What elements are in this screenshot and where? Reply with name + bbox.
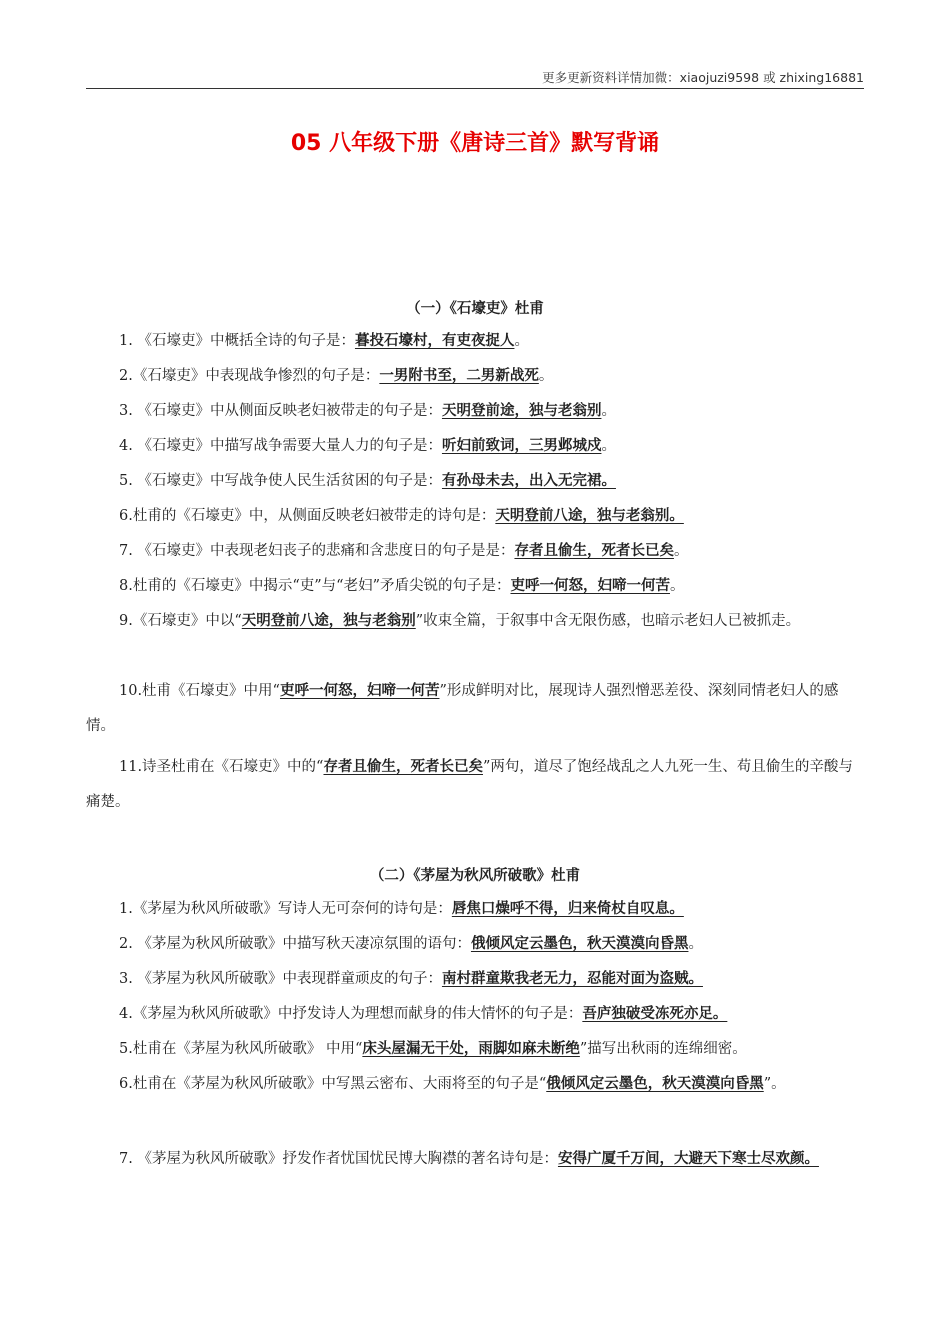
list-item: 11.诗圣杜甫在《石壕吏》中的“存者且偷生，死者长已矣”两句，道尽了饱经战乱之人九死一生、苟且偷生的辛酸与痛楚。 <box>86 759 853 810</box>
answer: 一男附书至，二男新战死 <box>379 368 539 384</box>
list-item: 4. 《石壕吏》中描写战争需要大量人力的句子是：听妇前致词，三男邺城戍。 <box>119 438 616 454</box>
header-divider <box>86 88 864 89</box>
answer: 南村群童欺我老无力，忍能对面为盗贼。 <box>441 971 703 987</box>
section-heading-2: （二）《茅屋为秋风所破歌》杜甫 <box>369 868 581 884</box>
list-item: 1.《茅屋为秋风所破歌》写诗人无可奈何的诗句是：唇焦口燥呼不得，归来倚杖自叹息。 <box>119 901 684 917</box>
list-item: 4.《茅屋为秋风所破歌》中抒发诗人为理想而献身的伟大情怀的句子是：吾庐独破受冻死亦足。 <box>119 1006 728 1022</box>
list-item: 3. 《石壕吏》中从侧面反映老妇被带走的句子是：天明登前途，独与老翁别。 <box>119 403 616 419</box>
header-note: 更多更新资料详情加微：xiaojuzi9598 或 zhixing16881 <box>542 70 864 85</box>
answer: 吏呼一何怒，妇啼一何苦 <box>279 683 440 699</box>
answer: 俄倾风定云墨色，秋天漠漠向昏黑 <box>546 1076 764 1092</box>
answer: 吏呼一何怒，妇啼一何苦 <box>510 578 670 594</box>
answer: 安得广厦千万间，大避天下寒士尽欢颜。 <box>557 1151 819 1167</box>
list-item: 5.杜甫在《茅屋为秋风所破歌》 中用“床头屋漏无干处，雨脚如麻未断绝”描写出秋雨的连绵细密。 <box>119 1041 747 1057</box>
list-item: 7. 《茅屋为秋风所破歌》抒发作者忧国忧民博大胸襟的著名诗句是：安得广厦千万间，大避天下寒士尽欢颜。 <box>119 1151 819 1167</box>
page-title: 05 八年级下册《唐诗三首》默写背诵 <box>290 131 660 156</box>
answer: 暮投石壕村，有吏夜捉人 <box>354 333 515 349</box>
answer: 天明登前八途，独与老翁别 <box>241 613 416 629</box>
answer: 天明登前途，独与老翁别 <box>441 403 602 419</box>
list-item: 5. 《石壕吏》中写战争使人民生活贫困的句子是：有孙母未去，出入无完裙。 <box>119 473 616 489</box>
answer: 床头屋漏无干处，雨脚如麻未断绝 <box>362 1041 580 1057</box>
list-item: 8.杜甫的《石壕吏》中揭示“吏”与“老妇”矛盾尖锐的句子是：吏呼一何怒，妇啼一何苦。 <box>119 578 685 594</box>
list-item: 7. 《石壕吏》中表现老妇丧子的悲痛和含悲度日的句子是是：存者且偷生，死者长已矣。 <box>119 543 689 559</box>
answer: 存者且偷生，死者长已矣 <box>323 759 483 775</box>
list-item: 6.杜甫在《茅屋为秋风所破歌》中写黑云密布、大雨将至的句子是“俄倾风定云墨色，秋天漠漠向昏黑”。 <box>119 1076 786 1092</box>
list-item: 10.杜甫《石壕吏》中用“吏呼一何怒，妇啼一何苦”形成鲜明对比，展现诗人强烈憎恶差役、深刻同情老妇人的感情。 <box>86 683 839 734</box>
answer: 唇焦口燥呼不得，归来倚杖自叹息。 <box>451 901 684 917</box>
section-heading-1: （一）《石壕吏》杜甫 <box>406 301 544 317</box>
answer: 俄倾风定云墨色，秋天漠漠向昏黑 <box>470 936 689 952</box>
list-item: 1. 《石壕吏》中概括全诗的句子是：暮投石壕村，有吏夜捉人。 <box>119 333 529 349</box>
list-item: 2.《石壕吏》中表现战争惨烈的句子是：一男附书至，二男新战死。 <box>119 368 554 384</box>
answer: 有孙母未去，出入无完裙。 <box>441 473 616 489</box>
list-item: 2. 《茅屋为秋风所破歌》中描写秋天凄凉氛围的语句：俄倾风定云墨色，秋天漠漠向昏黑。 <box>119 936 703 952</box>
list-item: 3. 《茅屋为秋风所破歌》中表现群童顽皮的句子：南村群童欺我老无力，忍能对面为盗贼。 <box>119 971 703 987</box>
list-item: 9.《石壕吏》中以“天明登前八途，独与老翁别”收束全篇，于叙事中含无限伤感，也暗示老妇人已被抓走。 <box>119 613 801 629</box>
list-item: 6.杜甫的《石壕吏》中，从侧面反映老妇被带走的诗句是：天明登前八途，独与老翁别。 <box>119 508 684 524</box>
answer: 天明登前八途，独与老翁别。 <box>495 508 684 524</box>
answer: 存者且偷生，死者长已矣 <box>514 543 674 559</box>
answer: 听妇前致词，三男邺城戍 <box>441 438 602 454</box>
answer: 吾庐独破受冻死亦足。 <box>582 1006 728 1022</box>
